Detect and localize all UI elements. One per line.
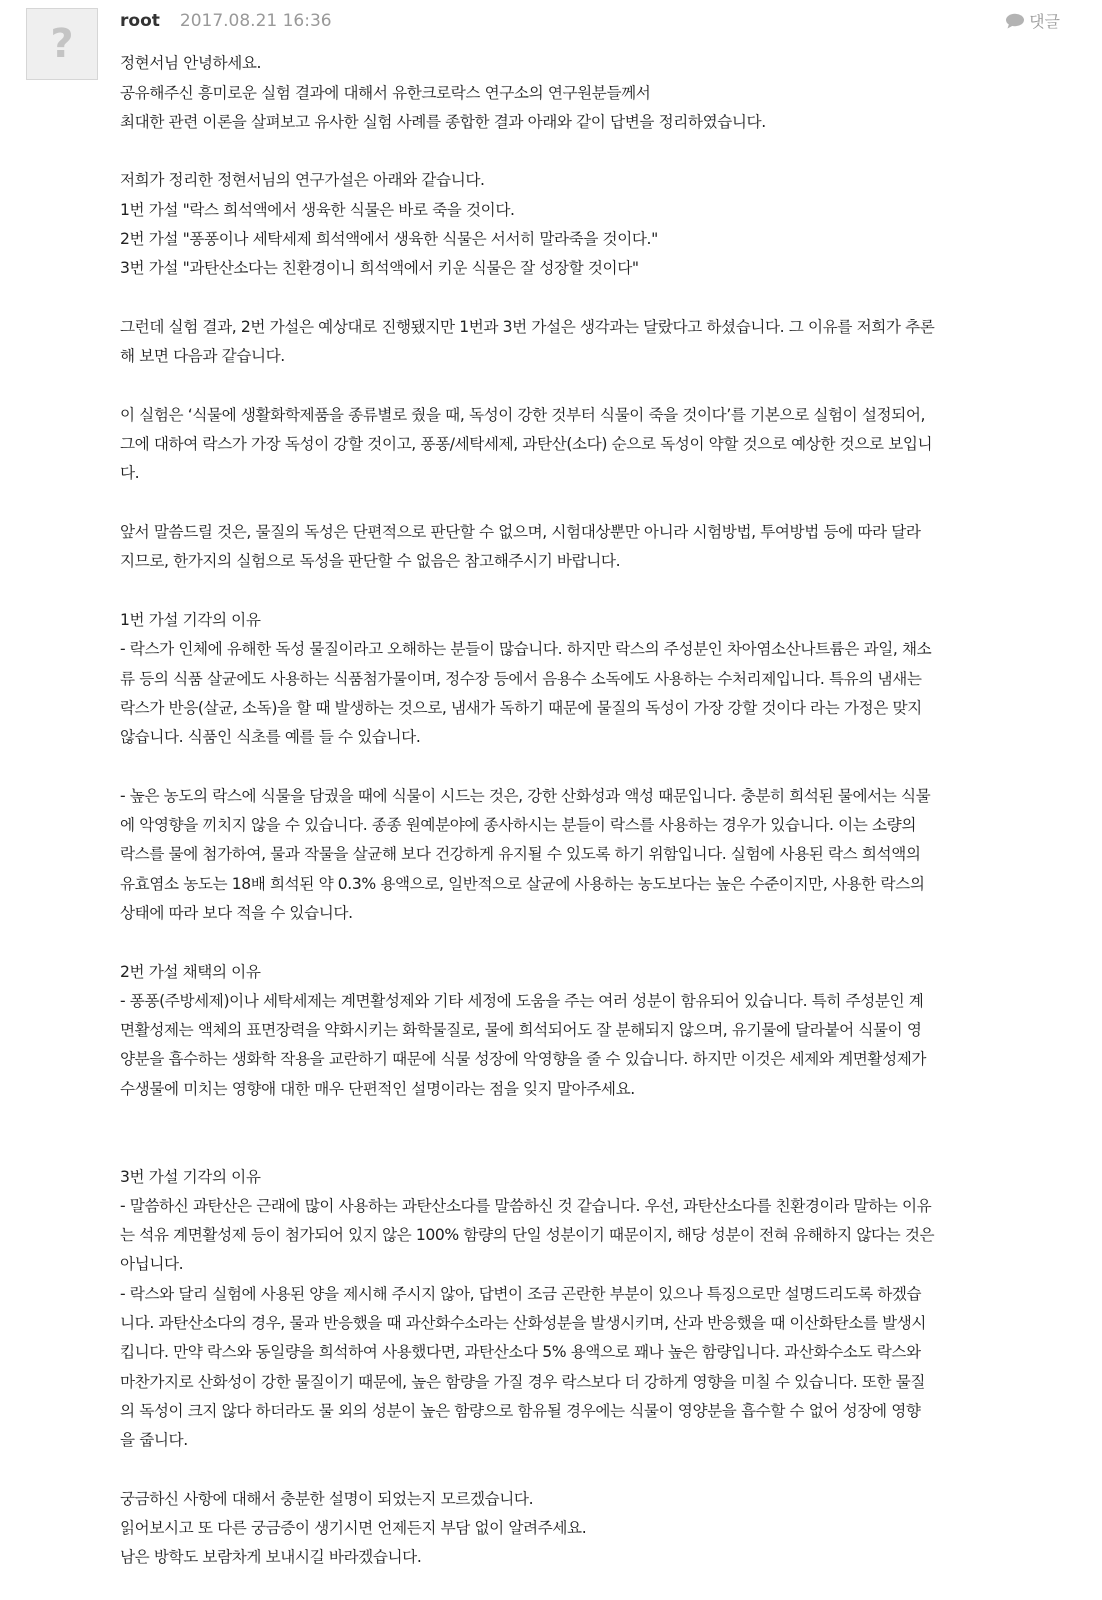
comment-text-line: 락스가 반응(살균, 소독)을 할 때 발생하는 것으로, 냄새가 독하기 때문에 물질의 독성이 가장 강할 것이다 라는 가정은 맞지 — [120, 698, 922, 717]
author-name[interactable]: root — [120, 11, 160, 31]
avatar — [26, 8, 98, 80]
comment-text-line: - 높은 농도의 락스에 식물을 담궜을 때에 식물이 시드는 것은, 강한 산화성과 액성 때문입니다. 충분히 희석된 물에서는 식물 — [120, 786, 931, 805]
comment-text-line: 1번 가설 기각의 이유 — [120, 610, 261, 629]
blank-line — [120, 1456, 1070, 1485]
comment-text-line: 않습니다. 식품인 식초를 예를 들 수 있습니다. — [120, 728, 421, 747]
comment-text-line: 최대한 관련 이론을 살펴보고 유사한 실험 사례를 종합한 결과 아래와 같이 답변을 정리하였습니다. — [120, 112, 766, 131]
comment-text-line: 상태에 따라 보다 적을 수 있습니다. — [120, 903, 353, 922]
comment-text-line: 의 독성이 크지 않다 하더라도 물 외의 성분이 높은 함량으로 함유될 경우에는 식물이 영양분을 흡수할 수 없어 성장에 영향 — [120, 1401, 921, 1420]
blank-line — [120, 1104, 1070, 1133]
comment-text-line: 다. — [120, 464, 140, 483]
comment-text-line: 정현서님 안녕하세요. — [120, 54, 262, 73]
blank-line — [120, 928, 1070, 957]
comment-text-line: 면활성제는 액체의 표면장력을 약화시키는 화학물질로, 물에 희석되어도 잘 분해되지 않으며, 유기물에 달라붙어 식물이 영 — [120, 1021, 922, 1040]
comment-text-line: 유효염소 농도는 18배 희석된 약 0.3% 용액으로, 일반적으로 살균에 사용하는 농도보다는 높은 수준이지만, 사용한 락스의 — [120, 874, 925, 893]
blank-line — [120, 752, 1070, 781]
comment-text-line: 읽어보시고 또 다른 궁금증이 생기시면 언제든지 부담 없이 알려주세요. — [120, 1519, 587, 1538]
comment-text-line: 2번 가설 "퐁퐁이나 세탁세제 희석액에서 생육한 식물은 서서히 말라죽을 것이다." — [120, 230, 658, 249]
comment-text-line: 류 등의 식품 살균에도 사용하는 식품첨가물이며, 정수장 등에서 음용수 소독에도 사용하는 수처리제입니다. 특유의 냄새는 — [120, 669, 922, 688]
blank-line — [120, 284, 1070, 313]
blank-line — [120, 489, 1070, 518]
comment-body — [120, 20, 1070, 1573]
comment-text-line: 3번 가설 기각의 이유 — [120, 1167, 261, 1186]
blank-line — [120, 1133, 1070, 1162]
comment-text-line: 남은 방학도 보람차게 보내시길 바라겠습니다. — [120, 1548, 422, 1567]
comment-text-line: 이 실험은 ‘식물에 생활화학제품을 종류별로 줬을 때, 독성이 강한 것부터 식물이 죽을 것이다’를 기본으로 실험이 설정되어, — [120, 405, 926, 424]
comment-text-line: 락스를 물에 첨가하여, 물과 작물을 살균해 보다 건강하게 유지될 수 있도록 하기 위함입니다. 실험에 사용된 락스 희석액의 — [120, 845, 921, 864]
comment-text-line: 그런데 실험 결과, 2번 가설은 예상대로 진행됐지만 1번과 3번 가설은 생각과는 달랐다고 하셨습니다. 그 이유를 저희가 추론 — [120, 317, 935, 336]
avatar-placeholder-icon: ? — [50, 21, 74, 67]
comment-text-line: 아닙니다. — [120, 1255, 184, 1274]
comment-text-line: 지므로, 한가지의 실험으로 독성을 판단할 수 없음은 참고해주시기 바랍니다. — [120, 552, 621, 571]
blank-line — [120, 577, 1070, 606]
comment-text-line: - 락스와 달리 실험에 사용된 양을 제시해 주시지 않아, 답변이 조금 곤란한 부분이 있으나 특징으로만 설명드리도록 하겠습 — [120, 1284, 922, 1303]
blank-line — [120, 20, 1070, 49]
comment-text-line: - 말씀하신 과탄산은 근래에 많이 사용하는 과탄산소다를 말씀하신 것 같습니다. 우선, 과탄산소다를 친환경이라 말하는 이유 — [120, 1196, 932, 1215]
reply-label: 댓글 — [1029, 12, 1060, 31]
comment-text-line: 1번 가설 "락스 희석액에서 생육한 식물은 바로 죽을 것이다. — [120, 200, 515, 219]
comment-text-line: 는 석유 계면활성제 등이 첨가되어 있지 않은 100% 함량의 단일 성분이기 때문이지, 해당 성분이 전혀 유해하지 않다는 것은 — [120, 1226, 935, 1245]
comment-text-line: 을 줍니다. — [120, 1431, 188, 1450]
comment-text-line: 그에 대하여 락스가 가장 독성이 강할 것이고, 퐁퐁/세탁세제, 과탄산(소다) 순으로 독성이 약할 것으로 예상한 것으로 보입니 — [120, 435, 933, 454]
comment-text-line: 저희가 정리한 정현서님의 연구가설은 아래와 같습니다. — [120, 171, 485, 190]
comment-date: 2017.08.21 16:36 — [179, 11, 332, 31]
comment-text-line: 에 악영향을 끼치지 않을 수 있습니다. 종종 원예분야에 종사하시는 분들이 락스를 사용하는 경우가 있습니다. 이는 소량의 — [120, 816, 916, 835]
comment-text-line: 수생물에 미치는 영향애 대한 매우 단편적인 설명이라는 점을 잊지 말아주세요. — [120, 1079, 635, 1098]
comment-text-line: 킵니다. 만약 락스와 동일량을 희석하여 사용했다면, 과탄산소다 5% 용액으로 꽤나 높은 함량입니다. 과산화수소도 락스와 — [120, 1343, 921, 1362]
comment-text-line: 궁금하신 사항에 대해서 충분한 설명이 되었는지 모르겠습니다. — [120, 1489, 534, 1508]
comment-text-line: 3번 가설 "과탄산소다는 친환경이니 희석액에서 키운 식물은 잘 성장할 것이다" — [120, 259, 639, 278]
comment-text-line: - 락스가 인체에 유해한 독성 물질이라고 오해하는 분들이 많습니다. 하지만 락스의 주성분인 차아염소산나트륨은 과일, 채소 — [120, 640, 932, 659]
comment-text-line: 양분을 흡수하는 생화학 작용을 교란하기 때문에 식물 성장에 악영향을 줄 수 있습니다. 하지만 이것은 세제와 계면활성제가 — [120, 1050, 927, 1069]
comment-text-line: 앞서 말씀드릴 것은, 물질의 독성은 단편적으로 판단할 수 없으며, 시험대상뿐만 아니라 시험방법, 투여방법 등에 따라 달라 — [120, 523, 921, 542]
comment-text-line: 2번 가설 채택의 이유 — [120, 962, 261, 981]
comment-text-line: 니다. 과탄산소다의 경우, 물과 반응했을 때 과산화수소라는 산화성분을 발생시키며, 산과 반응했을 때 이산화탄소를 발생시 — [120, 1314, 927, 1333]
blank-line — [120, 372, 1070, 401]
comment-text-line: - 퐁퐁(주방세제)이나 세탁세제는 계면활성제와 기타 세정에 도움을 주는 여러 성분이 함유되어 있습니다. 특히 주성분인 계 — [120, 991, 924, 1010]
blank-line — [120, 137, 1070, 166]
comment-text-line: 공유해주신 흥미로운 실험 결과에 대해서 유한크로락스 연구소의 연구원분들께서 — [120, 83, 651, 102]
comment-text-line: 해 보면 다음과 같습니다. — [120, 347, 285, 366]
comment-text-line: 마찬가지로 산화성이 강한 물질이기 때문에, 높은 함량을 가질 경우 락스보다 더 강하게 영향을 미칠 수 있습니다. 또한 물질 — [120, 1372, 926, 1391]
